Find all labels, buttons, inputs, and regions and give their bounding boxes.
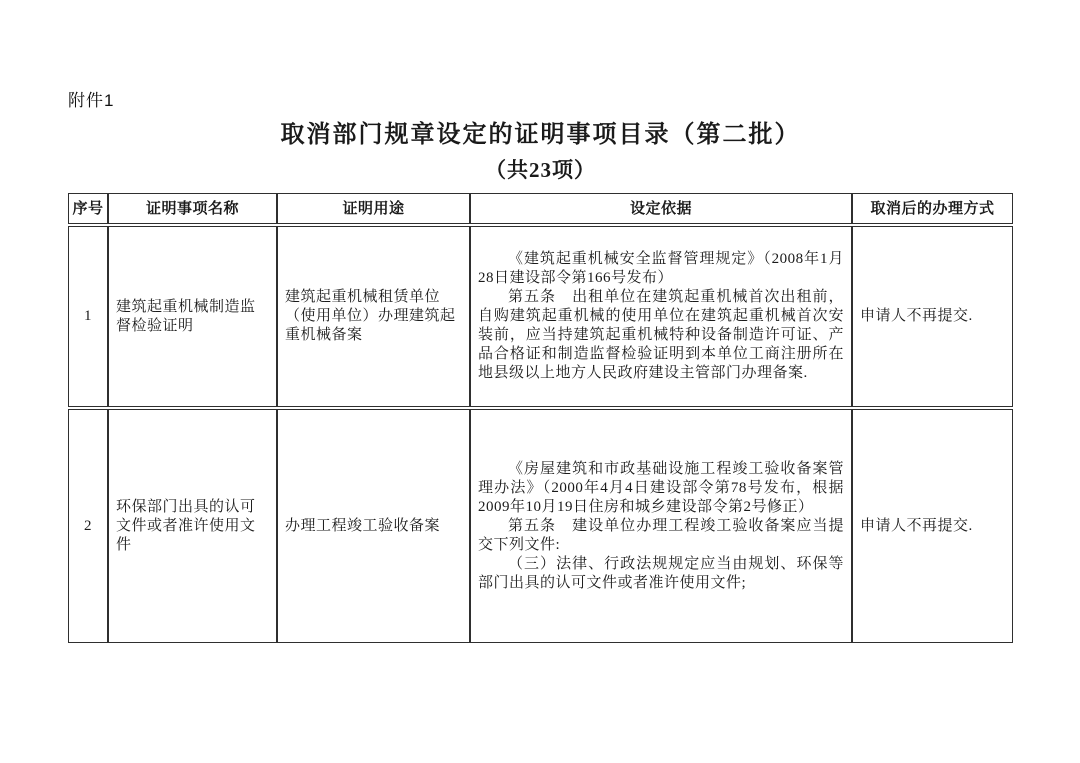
basis-paragraph: （三）法律、行政法规规定应当由规划、环保等部门出具的认可文件或者准许使用文件; xyxy=(478,555,844,591)
column-header-handling: 取消后的办理方式 xyxy=(852,193,1013,224)
table-header-row xyxy=(68,193,1013,224)
title-block xyxy=(68,114,1013,184)
basis-cell xyxy=(470,226,852,407)
column-header-item-name: 证明事项名称 xyxy=(108,193,277,224)
item-name-cell: 环保部门出具的认可文件或者准许使用文件 xyxy=(108,409,277,643)
serial-cell: 2 xyxy=(68,409,108,643)
basis-paragraph: 《建筑起重机械安全监督管理规定》（2008年1月28日建设部令第166号发布） xyxy=(478,251,844,286)
basis-paragraph: 《房屋建筑和市政基础设施工程竣工验收备案管理办法》（2000年4月4日建设部令第78号发布，根据2009年10月19日住房和城乡建设部令第2号修正） xyxy=(478,460,844,515)
attachment-label: 附件1 xyxy=(68,91,115,110)
purpose-cell: 办理工程竣工验收备案 xyxy=(277,409,470,643)
basis-paragraph: 第五条 出租单位在建筑起重机械首次出租前，自购建筑起重机械的使用单位在建筑起重机械首次安装前，应当持建筑起重机械特种设备制造许可证、产品合格证和制造监督检验证明到本单位工商注册所在地县级以上地方人民政府建设主管部门办理备案. xyxy=(478,289,844,381)
serial-cell: 1 xyxy=(68,226,108,407)
purpose-cell: 建筑起重机械租赁单位（使用单位）办理建筑起重机械备案 xyxy=(277,226,470,407)
page-title: 取消部门规章设定的证明事项目录（第二批） xyxy=(280,122,801,148)
table-row xyxy=(68,226,1013,407)
page-subtitle: （共23项） xyxy=(485,158,596,182)
basis-cell xyxy=(470,409,852,643)
certificate-items-table xyxy=(68,191,1013,645)
item-name-cell: 建筑起重机械制造监督检验证明 xyxy=(108,226,277,407)
column-header-purpose: 证明用途 xyxy=(277,193,470,224)
handling-cell: 申请人不再提交. xyxy=(852,226,1013,407)
column-header-serial: 序号 xyxy=(68,193,108,224)
handling-cell: 申请人不再提交. xyxy=(852,409,1013,643)
basis-paragraph: 第五条 建设单位办理工程竣工验收备案应当提交下列文件: xyxy=(478,517,844,553)
table-row xyxy=(68,409,1013,643)
column-header-basis: 设定依据 xyxy=(470,193,852,224)
